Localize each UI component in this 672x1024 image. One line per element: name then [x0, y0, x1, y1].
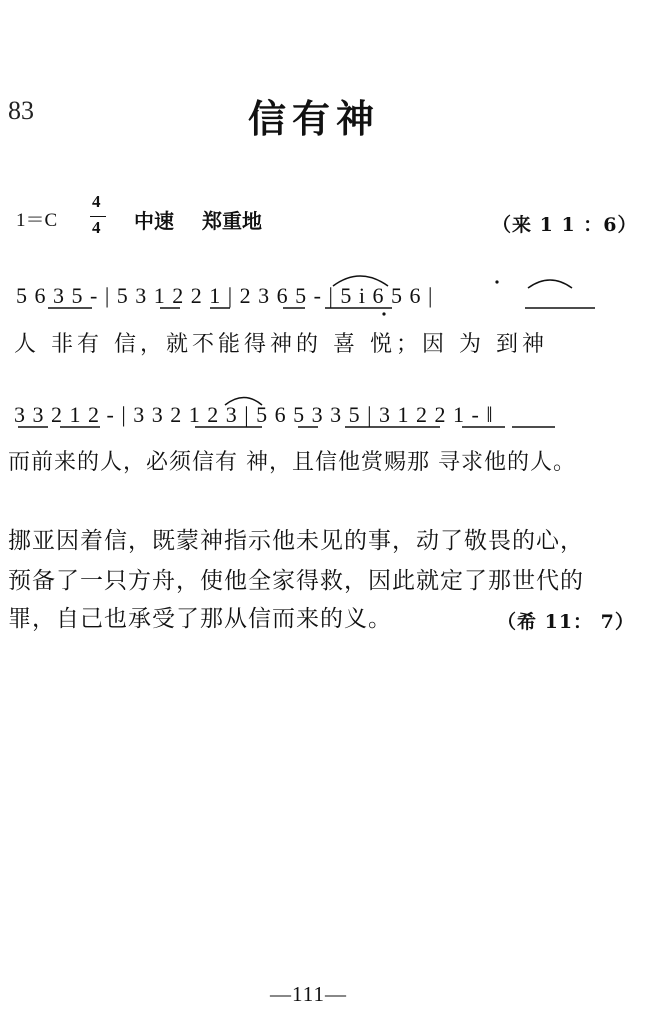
- slur-line2-a: [225, 398, 262, 406]
- high-octave-dot: [495, 280, 498, 283]
- tempo-marking: 中速: [134, 209, 174, 233]
- key-signature: 1＝C: [16, 210, 58, 231]
- notation-line-2: 3 3 2 1 2 - | 3 3 2 1 2 3 | 5 6 5 3 3 5 | 3 1 2 2 1 - ‖: [14, 402, 494, 427]
- song-title: 信有神: [248, 96, 381, 141]
- passage-line-3: 罪，自己也承受了那从信而来的义。: [8, 606, 392, 632]
- slur-line1-b: [528, 280, 572, 288]
- time-signature-top: 4: [92, 192, 101, 211]
- passage-line-1: 挪亚因着信，既蒙神指示他未见的事，动了敬畏的心，: [8, 528, 584, 554]
- page-number-left: 83: [8, 96, 34, 125]
- expression-marking: 郑重地: [202, 209, 262, 233]
- passage-line-2: 预备了一只方舟，使他全家得救，因此就定了那世代的: [8, 568, 584, 594]
- time-signature-bottom: 4: [92, 218, 101, 237]
- notation-line-1: 5 6 3 5 - | 5 3 1 2 2 1 | 2 3 6 5 - | 5 i 6 5 6 |: [16, 283, 434, 308]
- slur-line1-a: [333, 276, 388, 286]
- page-number-footer: —111—: [270, 982, 347, 1006]
- lyrics-line-2: 而前来的人，必须信有 神，且信他赏赐那 寻求他的人。: [8, 450, 576, 475]
- passage-reference: （希 11： 7）: [497, 611, 635, 633]
- lyrics-line-1: 人 非有 信，就不能得神的 喜 悦；因 为 到神: [14, 332, 548, 357]
- scripture-reference: （来 1 1 ：6）: [492, 214, 638, 236]
- low-octave-dot: [382, 312, 385, 315]
